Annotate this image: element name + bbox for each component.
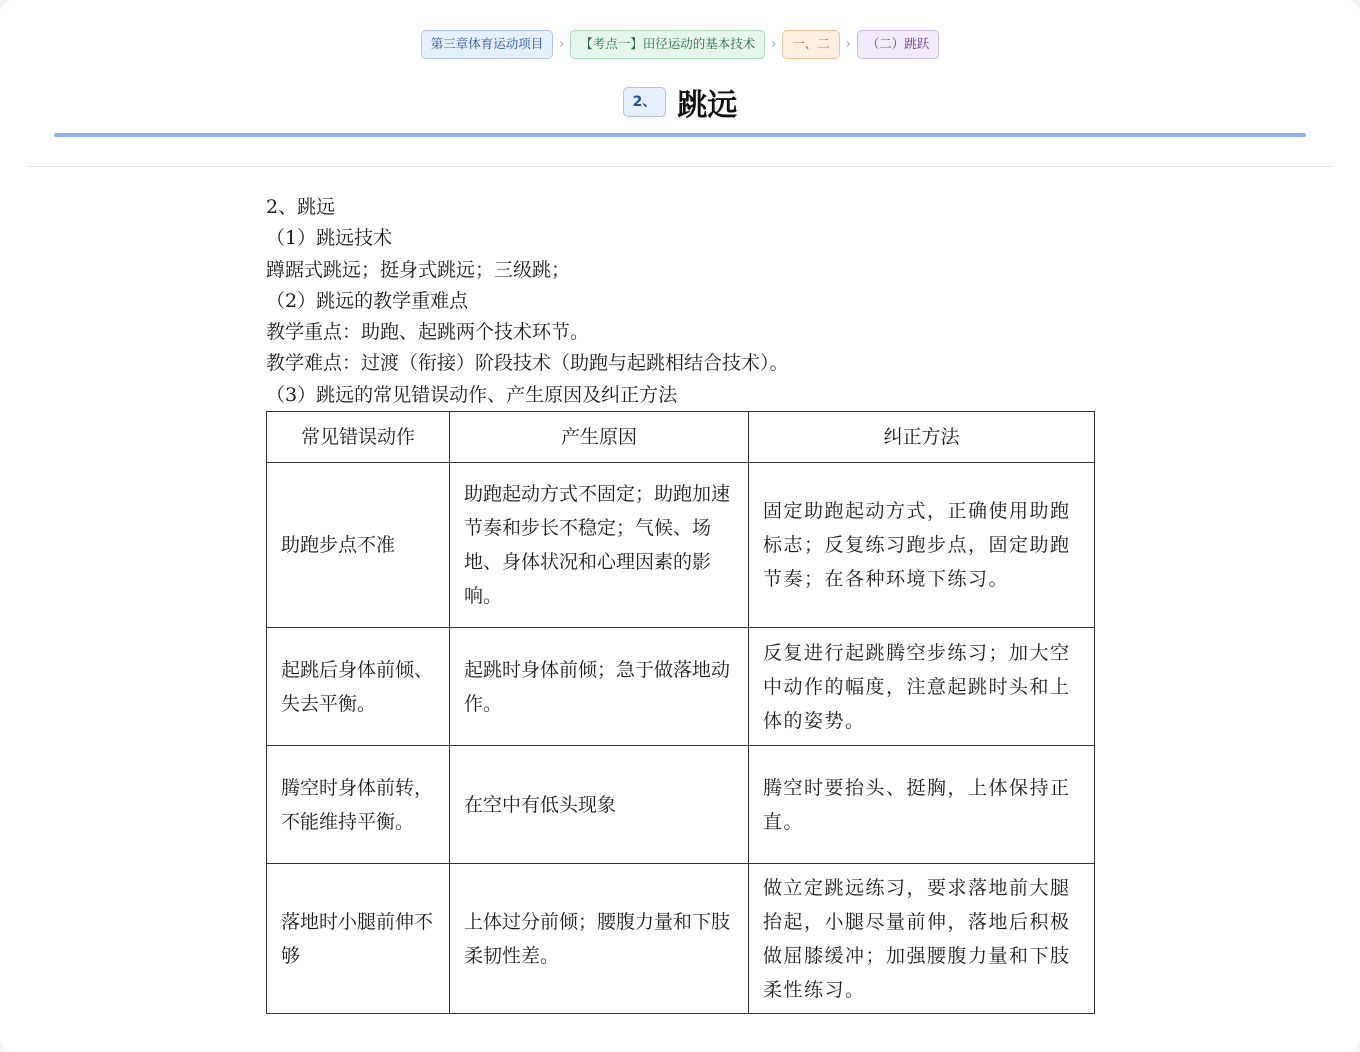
teaching-focus: 教学重点：助跑、起跳两个技术环节。 — [266, 321, 590, 344]
table-cell-cause: 助跑起动方式不固定；助跑加速节奏和步长不稳定；气候、场地、身体状况和心理因素的影响。 — [450, 463, 749, 628]
subheading-key-points: （2）跳远的教学重难点 — [266, 289, 469, 312]
table-header-cell: 纠正方法 — [749, 412, 1095, 463]
breadcrumb-separator-icon: › — [845, 37, 851, 52]
breadcrumb — [0, 30, 1360, 59]
table-row — [267, 463, 1095, 628]
table-cell-error: 起跳后身体前倾、失去平衡。 — [267, 628, 450, 746]
table-cell-correction: 腾空时要抬头、挺胸，上体保持正直。 — [749, 746, 1095, 864]
document-body — [266, 192, 1096, 411]
table-row — [267, 628, 1095, 746]
page-title — [0, 80, 1360, 124]
table-cell-error: 助跑步点不准 — [267, 463, 450, 628]
table-cell-correction: 固定助跑起动方式，正确使用助跑标志；反复练习跑步点，固定助跑节奏；在各种环境下练习。 — [749, 463, 1095, 628]
title-text: 跳远 — [677, 88, 738, 123]
table-row — [267, 746, 1095, 864]
breadcrumb-section[interactable]: 一、二 — [782, 30, 840, 59]
subheading-errors: （3）跳远的常见错误动作、产生原因及纠正方法 — [266, 383, 678, 406]
table-cell-correction: 做立定跳远练习，要求落地前大腿抬起，小腿尽量前伸，落地后积极做屈膝缓冲；加强腰腹力量和下肢柔性练习。 — [749, 864, 1095, 1014]
table-cell-error: 落地时小腿前伸不够 — [267, 864, 450, 1014]
table-header-cell: 产生原因 — [450, 412, 749, 463]
breadcrumb-chapter[interactable]: 第三章体育运动项目 — [421, 30, 554, 59]
table-cell-correction: 反复进行起跳腾空步练习；加大空中动作的幅度，注意起跳时头和上体的姿势。 — [749, 628, 1095, 746]
table-cell-error: 腾空时身体前转，不能维持平衡。 — [267, 746, 450, 864]
table-cell-cause: 在空中有低头现象 — [450, 746, 749, 864]
table-header-row — [267, 412, 1095, 463]
subheading-technique: （1）跳远技术 — [266, 227, 393, 250]
breadcrumb-topic[interactable]: 【考点一】田径运动的基本技术 — [570, 30, 765, 59]
breadcrumb-subsection[interactable]: （二）跳跃 — [857, 30, 940, 59]
teaching-difficulty: 教学难点：过渡（衔接）阶段技术（助跑与起跳相结合技术）。 — [266, 352, 789, 375]
table-cell-cause: 上体过分前倾；腰腹力量和下肢柔韧性差。 — [450, 864, 749, 1014]
error-correction-table — [266, 411, 1095, 1014]
technique-list: 蹲踞式跳远；挺身式跳远；三级跳； — [266, 258, 571, 281]
title-underline — [54, 133, 1306, 137]
table-header-cell: 常见错误动作 — [267, 412, 450, 463]
section-heading: 2、跳远 — [266, 196, 336, 218]
table-cell-cause: 起跳时身体前倾；急于做落地动作。 — [450, 628, 749, 746]
title-number-badge: 2、 — [623, 87, 667, 117]
breadcrumb-separator-icon: › — [559, 37, 565, 52]
breadcrumb-separator-icon: › — [771, 37, 777, 52]
header-divider — [28, 166, 1332, 167]
table-row — [267, 864, 1095, 1014]
